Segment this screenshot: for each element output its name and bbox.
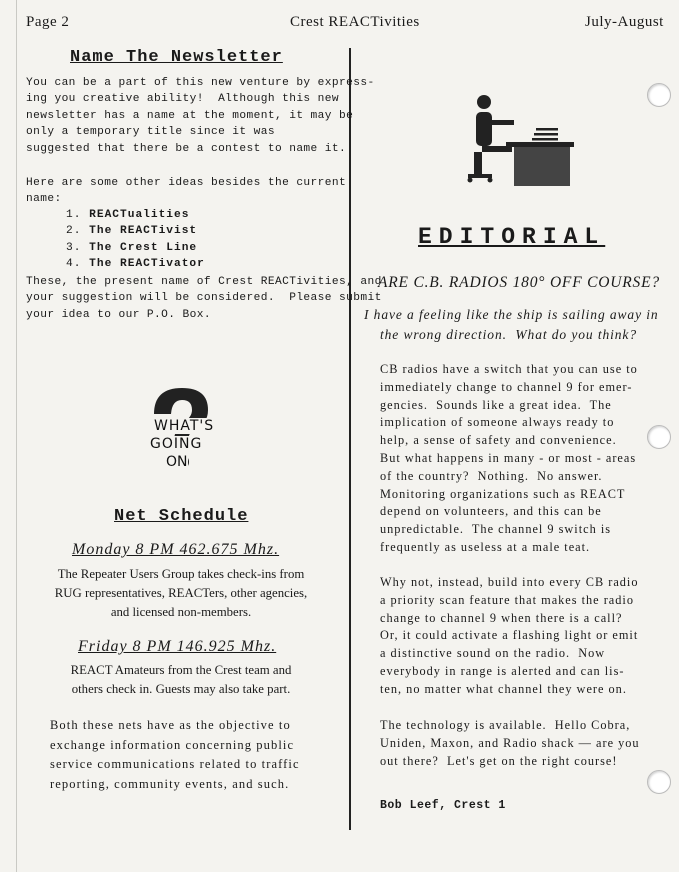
text-line: But what happens in many - or most - areas xyxy=(380,450,637,465)
editorial-paragraph-3 xyxy=(380,717,640,770)
text-line: reporting, community events, and such. xyxy=(50,776,290,791)
name-newsletter-closing xyxy=(26,274,382,323)
editorial-paragraph-2 xyxy=(380,574,639,699)
name-newsletter-ideas-intro xyxy=(26,175,346,208)
text-line: only a temporary title since it was xyxy=(26,126,275,139)
text-line: I have a feeling like the ship is sailing away in xyxy=(364,307,659,322)
text-line: others check in. Guests may also take part. xyxy=(71,682,291,696)
name-newsletter-heading: Name The Newsletter xyxy=(70,48,283,67)
text-line: You can be a part of this new venture by express- xyxy=(26,77,375,89)
text-line: the wrong direction. What do you think? xyxy=(380,327,637,342)
text-line: The Repeater Users Group takes check-ins from xyxy=(57,567,305,581)
margin-line xyxy=(16,0,17,872)
text-line: ing you creative ability! Although this new xyxy=(26,93,339,106)
text-line: change to channel 9 when there is a call? xyxy=(380,610,623,625)
text-line: name: xyxy=(26,193,62,206)
name-newsletter-intro xyxy=(26,75,375,157)
text-line: help, a sense of safety and convenience. xyxy=(380,433,617,448)
logo-text-going: GOING xyxy=(150,436,203,452)
punch-hole-middle xyxy=(647,425,671,449)
text-line: Uniden, Maxon, and Radio shack — are you xyxy=(380,735,640,750)
text-line: RUG representatives, REACTers, other agencies, xyxy=(54,586,308,600)
text-line: gencies. Sounds like a great idea. The xyxy=(380,397,612,412)
text-line: and licensed non-members. xyxy=(110,605,252,619)
name-idea-item: 1. REACTualities xyxy=(66,209,190,221)
issue-date: July-August xyxy=(585,14,664,30)
column-divider xyxy=(349,48,351,830)
text-line: your idea to our P.O. Box. xyxy=(26,308,211,321)
text-line: suggested that there be a contest to name it. xyxy=(26,142,347,155)
text-line: unpredictable. The channel 9 switch is xyxy=(380,522,612,537)
text-line: exchange information concerning public xyxy=(50,737,295,752)
text-line: your suggestion will be considered. Please submit xyxy=(26,292,382,305)
text-line: These, the present name of Crest REACTivities, and xyxy=(26,276,382,288)
text-line: out there? Let's get on the right course! xyxy=(380,753,618,768)
monday-net-heading: Monday 8 PM 462.675 Mhz. xyxy=(72,541,280,558)
friday-net-description xyxy=(26,661,336,699)
text-line: a distinctive sound on the radio. Now xyxy=(380,646,606,661)
computer-user-illustration xyxy=(466,90,576,190)
newsletter-title: Crest REACTivities xyxy=(290,14,420,30)
net-objective-text xyxy=(50,716,300,794)
name-idea-item: 2. The REACTivist xyxy=(66,225,198,238)
text-line: REACT Amateurs from the Crest team and xyxy=(70,663,292,677)
text-line: ten, no matter what channel they were on. xyxy=(380,681,627,696)
text-line: a priority scan feature that makes the radio xyxy=(380,592,634,607)
text-line: immediately change to channel 9 for emer- xyxy=(380,379,633,394)
text-line: service communications related to traffic xyxy=(50,757,300,771)
text-line: depend on volunteers, and this can be xyxy=(380,504,602,519)
text-line: Monitoring organizations such as REACT xyxy=(380,486,626,501)
editorial-signature: Bob Leef, Crest 1 xyxy=(380,799,506,812)
whats-going-on-logo xyxy=(140,384,230,476)
editorial-lead xyxy=(364,305,659,345)
editorial-heading: EDITORIAL xyxy=(418,224,606,250)
text-line: newsletter has a name at the moment, it may be xyxy=(26,109,354,122)
name-idea-item: 3. The Crest Line xyxy=(66,241,198,254)
friday-net-heading: Friday 8 PM 146.925 Mhz. xyxy=(78,638,277,655)
logo-text-on: ON xyxy=(166,454,188,470)
desk-worker-icon xyxy=(466,90,576,190)
text-line: of the country? Nothing. No answer. xyxy=(380,468,603,483)
editorial-paragraph-1 xyxy=(380,361,638,557)
punch-hole-top xyxy=(647,83,671,107)
text-line: The technology is available. Hello Cobra, xyxy=(380,718,631,732)
text-line: Or, it could activate a flashing light or emit xyxy=(380,628,639,643)
text-line: Both these nets have as the objective to xyxy=(50,718,291,732)
monday-net-description xyxy=(26,565,336,622)
text-line: Here are some other ideas besides the current xyxy=(26,177,347,189)
punch-hole-bottom xyxy=(647,770,671,794)
name-ideas-list xyxy=(66,207,205,273)
text-line: CB radios have a switch that you can use to xyxy=(380,362,638,376)
text-line: implication of someone always ready to xyxy=(380,415,615,430)
text-line: frequently as useless at a male teat. xyxy=(380,539,591,554)
editorial-subtitle: ARE C.B. RADIOS 180° OFF COURSE? xyxy=(378,274,660,291)
page-number: Page 2 xyxy=(26,14,70,30)
text-line: everybody in range is alerted and can lis- xyxy=(380,663,625,678)
net-schedule-heading: Net Schedule xyxy=(114,507,249,526)
name-idea-item: 4. The REACTivator xyxy=(66,258,205,271)
text-line: Why not, instead, build into every CB radio xyxy=(380,575,639,589)
logo-text-whats: WHAT'S xyxy=(154,418,215,434)
